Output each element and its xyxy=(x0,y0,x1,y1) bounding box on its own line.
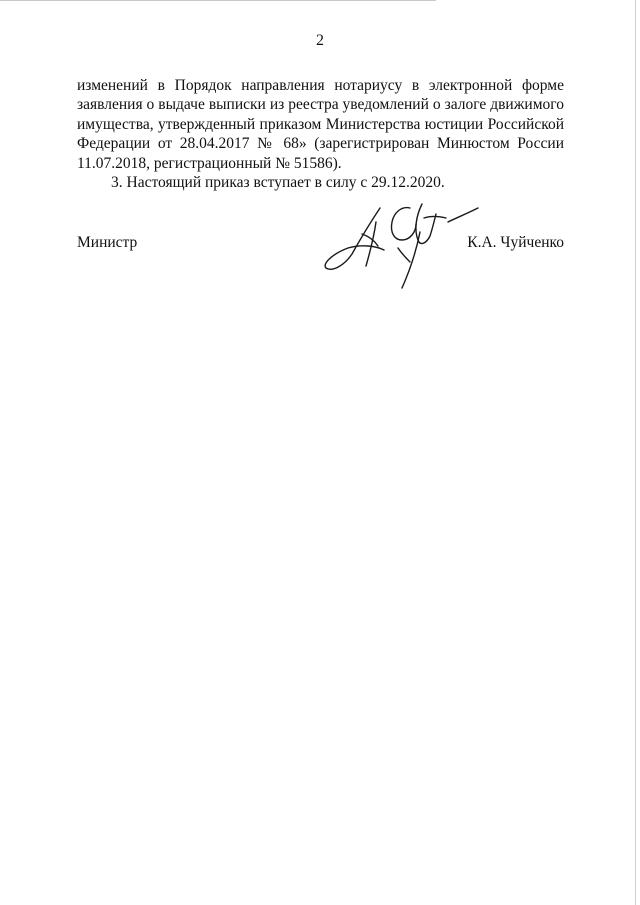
handwritten-signature xyxy=(318,196,486,294)
document-body xyxy=(77,76,564,192)
paragraph-item-3: 3. Настоящий приказ вступает в силу с 29.12.2020. xyxy=(111,174,445,192)
signer-name: К.А. Чуйченко xyxy=(467,234,564,251)
paragraph-continuation: изменений в Порядок направления нотариусу в электронной форме заявления о выдаче выписки из реестра уведомлений о залоге движимого имущества, утвержденный приказом Министерства юстиции Российской Федерации от 28.04.2017 № 68» (зарегистрирован Минюстом России 11.07.2018, регистрационный № 51586). xyxy=(77,77,564,172)
scan-top-edge xyxy=(0,0,436,1)
scan-right-edge xyxy=(635,0,636,905)
page-number: 2 xyxy=(316,32,324,49)
signer-position: Министр xyxy=(77,234,138,251)
